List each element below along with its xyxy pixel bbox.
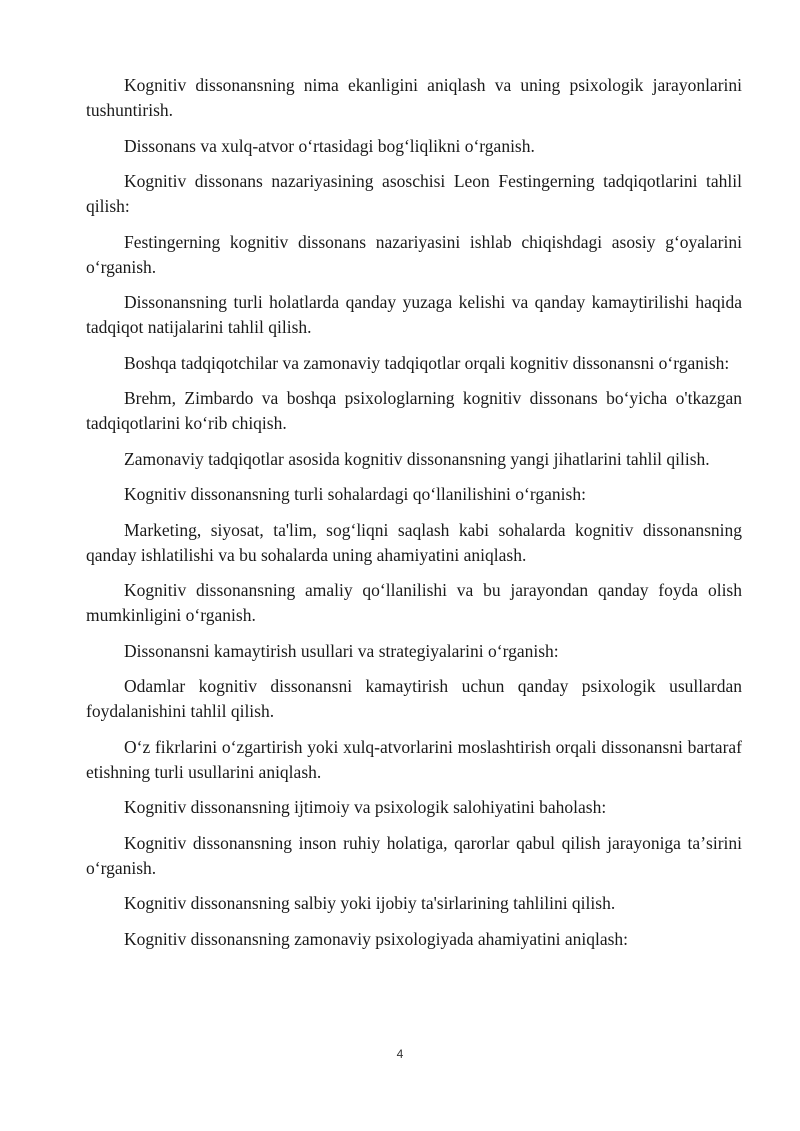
paragraph-11: Kognitiv dissonansning amaliy qoʻllanilishi va bu jarayondan qanday foyda olish mumkinligini oʻrganish. <box>86 580 742 625</box>
paragraph-15: Kognitiv dissonansning ijtimoiy va psixologik salohiyatini baholash: <box>124 797 607 817</box>
page-body <box>86 73 742 962</box>
paragraph-16: Kognitiv dissonansning inson ruhiy holatiga, qarorlar qabul qilish jarayoniga taʼsirini oʻrganish. <box>86 832 742 878</box>
paragraph-8: Zamonaviy tadqiqotlar asosida kognitiv dissonansning yangi jihatlarini tahlil qilish. <box>124 448 710 469</box>
paragraph-17: Kognitiv dissonansning salbiy yoki ijobiy ta'sirlarining tahlilini qilish. <box>124 893 616 913</box>
paragraph-10: Marketing, siyosat, ta'lim, sogʻliqni saqlash kabi sohalarda kognitiv dissonansning qanday ishlatilishi va bu sohalarda uning ahamiyatini aniqlash. <box>86 519 742 565</box>
paragraph-2: Dissonans va xulq-atvor oʻrtasidagi bogʻliqlikni oʻrganish. <box>124 135 535 156</box>
paragraph-13: Odamlar kognitiv dissonansni kamaytirish uchun qanday psixologik usullardan foydalanishini tahlil qilish. <box>86 676 742 721</box>
paragraph-3: Kognitiv dissonans nazariyasining asoschisi Leon Festingerning tadqiqotlarini tahlil qilish: <box>86 171 742 216</box>
page-number: 4 <box>396 1047 404 1061</box>
paragraph-18: Kognitiv dissonansning zamonaviy psixologiyada ahamiyatini aniqlash: <box>124 928 629 949</box>
paragraph-12: Dissonansni kamaytirish usullari va strategiyalarini oʻrganish: <box>124 640 559 661</box>
paragraph-14: Oʻz fikrlarini oʻzgartirish yoki xulq-atvorlarini moslashtirish orqali dissonansni bartaraf etishning turli usullarini aniqlash. <box>86 736 742 782</box>
paragraph-6: Boshqa tadqiqotchilar va zamonaviy tadqiqotlar orqali kognitiv dissonansni oʻrganish: <box>124 352 730 373</box>
paragraph-7: Brehm, Zimbardo va boshqa psixologlarning kognitiv dissonans boʻyicha o'tkazgan tadqiqotlarini koʻrib chiqish. <box>86 388 742 433</box>
paragraph-1: Kognitiv dissonansning nima ekanligini aniqlash va uning psixologik jarayonlarini tushuntirish. <box>86 75 742 120</box>
paragraph-5: Dissonansning turli holatlarda qanday yuzaga kelishi va qanday kamaytirilishi haqida tadqiqot natijalarini tahlil qilish. <box>86 292 742 337</box>
paragraph-9: Kognitiv dissonansning turli sohalardagi qoʻllanilishini oʻrganish: <box>124 484 586 504</box>
paragraph-4: Festingerning kognitiv dissonans nazariyasini ishlab chiqishdagi asosiy gʻoyalarini oʻrganish. <box>86 231 742 277</box>
